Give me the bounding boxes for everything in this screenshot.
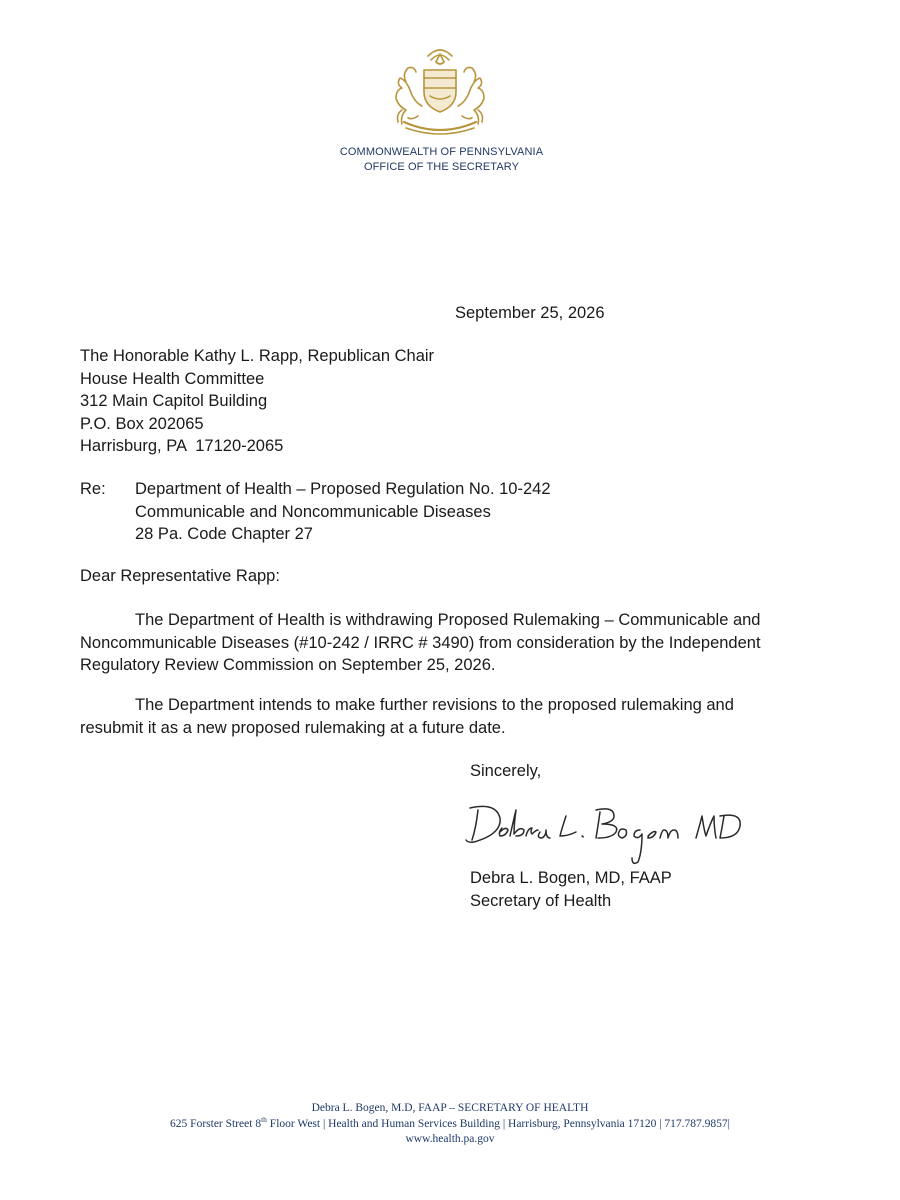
subject-line: 28 Pa. Code Chapter 27 — [135, 525, 313, 543]
recipient-line: The Honorable Kathy L. Rapp, Republican Chair — [80, 347, 435, 365]
closing: Sincerely, — [470, 762, 542, 780]
body-paragraph-2: The Department intends to make further revisions to the proposed rulemaking and resubmit it as a new proposed rulemaking at a future date. — [80, 696, 734, 737]
footer-website-link[interactable]: www.health.pa.gov — [405, 1133, 495, 1145]
letterhead-line-2: OFFICE OF THE SECRETARY — [363, 161, 520, 173]
signer-title: Secretary of Health — [470, 891, 612, 910]
recipient-line: P.O. Box 202065 — [80, 414, 204, 433]
recipient-line: Harrisburg, PA 17120-2065 — [80, 437, 284, 455]
coat-of-arms-icon — [384, 48, 496, 134]
subject-label: Re: — [80, 480, 106, 498]
salutation: Dear Representative Rapp: — [80, 567, 280, 585]
signer-block — [470, 867, 672, 912]
recipient-address — [80, 345, 434, 458]
letterhead — [0, 145, 883, 175]
footer-address-end: Floor West | Health and Human Services Building | Harrisburg, Pennsylvania 17120 | 717.787.9857| — [266, 1117, 730, 1130]
letter-date: September 25, 2026 — [455, 304, 605, 322]
signature-text: Debra L. Bogen MD — [460, 777, 602, 794]
letterhead-line-1: COMMONWEALTH OF PENNSYLVANIA — [339, 146, 544, 158]
footer-address-start: 625 Forster Street 8 — [170, 1117, 262, 1130]
recipient-line: 312 Main Capitol Building — [80, 392, 268, 410]
footer-line-2 — [0, 1114, 900, 1133]
subject-lines — [135, 478, 551, 546]
subject-line: Communicable and Noncommunicable Diseases — [135, 502, 491, 521]
recipient-line: House Health Committee — [80, 369, 265, 388]
footer-line-1: Debra L. Bogen, M.D, FAAP – SECRETARY OF HEALTH — [311, 1102, 589, 1114]
footer-address-superscript: th — [261, 1114, 267, 1124]
subject-block — [80, 478, 551, 546]
subject-line: Department of Health – Proposed Regulation No. 10-242 — [135, 480, 551, 498]
handwritten-signature — [460, 777, 750, 870]
body-paragraph-1: The Department of Health is withdrawing Proposed Rulemaking – Communicable and Noncommunicable Diseases (#10-242 / IRRC # 3490) from consideration by the Independent Regulatory Review Commission on September 25, 2026. — [80, 611, 761, 674]
signer-name: Debra L. Bogen, MD, FAAP — [470, 869, 672, 887]
footer — [0, 1101, 900, 1148]
